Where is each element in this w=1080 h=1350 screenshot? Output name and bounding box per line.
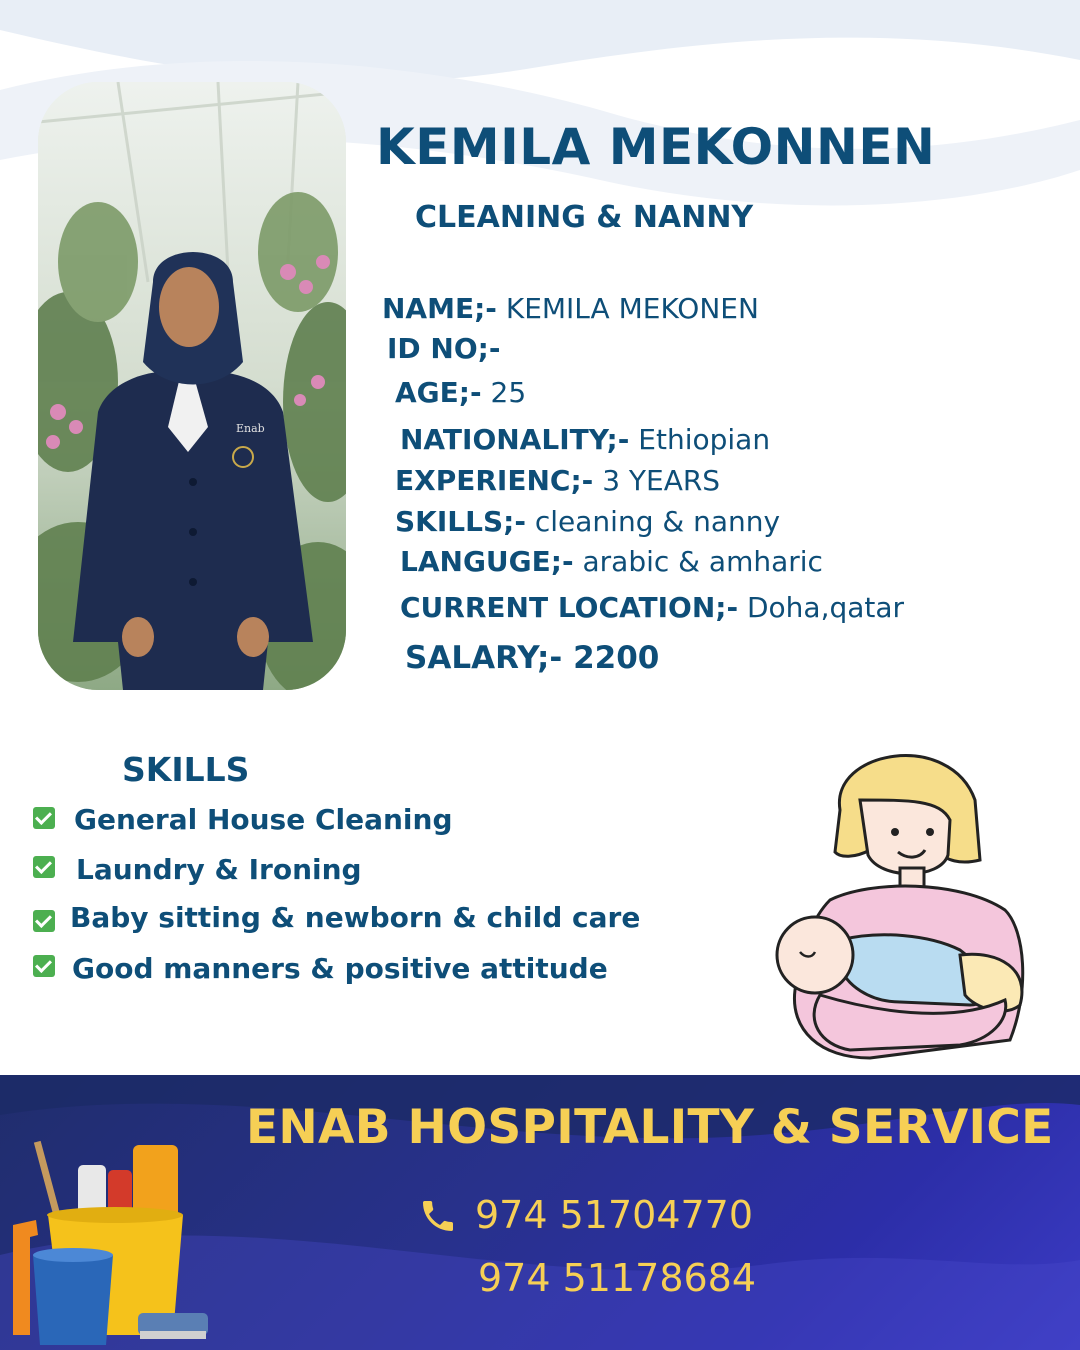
detail-salary: [405, 640, 659, 676]
detail-label: EXPERIENC;-: [395, 464, 594, 497]
detail-name: [382, 292, 759, 325]
mother-baby-illustration: [760, 740, 1050, 1070]
role-subtitle: CLEANING & NANNY: [415, 200, 754, 235]
detail-value: 3 YEARS: [602, 464, 721, 497]
detail-value: 25: [490, 376, 527, 409]
detail-value: 2200: [573, 640, 660, 676]
svg-text:Enab: Enab: [236, 422, 265, 435]
skill-item: Laundry & Ironing: [76, 853, 362, 886]
cleaning-supplies-illustration: [8, 1135, 233, 1350]
company-name: ENAB HOSPITALITY & SERVICE: [246, 1100, 1054, 1155]
skill-item: Good manners & positive attitude: [72, 952, 608, 985]
skill-item: General House Cleaning: [74, 803, 453, 836]
detail-value: Ethiopian: [638, 423, 771, 456]
detail-value: arabic & amharic: [582, 545, 823, 578]
profile-photo: [38, 82, 346, 690]
detail-language: [400, 545, 823, 578]
detail-value: Doha,qatar: [746, 591, 905, 624]
detail-skills: [395, 505, 780, 538]
detail-id: [387, 332, 500, 365]
checkbox-checked-icon: [33, 807, 55, 829]
page-title: KEMILA MEKONNEN: [376, 118, 936, 176]
detail-label: AGE;-: [395, 376, 482, 409]
detail-nationality: [400, 423, 770, 456]
detail-location: [400, 591, 904, 624]
phone-icon: [418, 1196, 458, 1236]
checkbox-checked-icon: [33, 856, 55, 878]
detail-label: SKILLS;-: [395, 505, 526, 538]
checkbox-checked-icon: [33, 955, 55, 977]
detail-label: NATIONALITY;-: [400, 423, 630, 456]
detail-value: KEMILA MEKONEN: [505, 292, 759, 325]
detail-label: CURRENT LOCATION;-: [400, 591, 739, 624]
detail-experience: [395, 464, 720, 497]
detail-label: ID NO;-: [387, 332, 501, 365]
phone-number-primary[interactable]: 974 51704770: [475, 1193, 754, 1237]
detail-age: [395, 376, 526, 409]
detail-label: LANGUGE;-: [400, 545, 574, 578]
checkbox-checked-icon: [33, 910, 55, 932]
detail-label: NAME;-: [382, 292, 497, 325]
phone-number-secondary[interactable]: 974 51178684: [478, 1256, 757, 1300]
skill-item: Baby sitting & newborn & child care: [70, 901, 641, 934]
detail-value: cleaning & nanny: [534, 505, 781, 538]
detail-label: SALARY;-: [405, 640, 563, 676]
skills-heading: SKILLS: [122, 750, 250, 789]
